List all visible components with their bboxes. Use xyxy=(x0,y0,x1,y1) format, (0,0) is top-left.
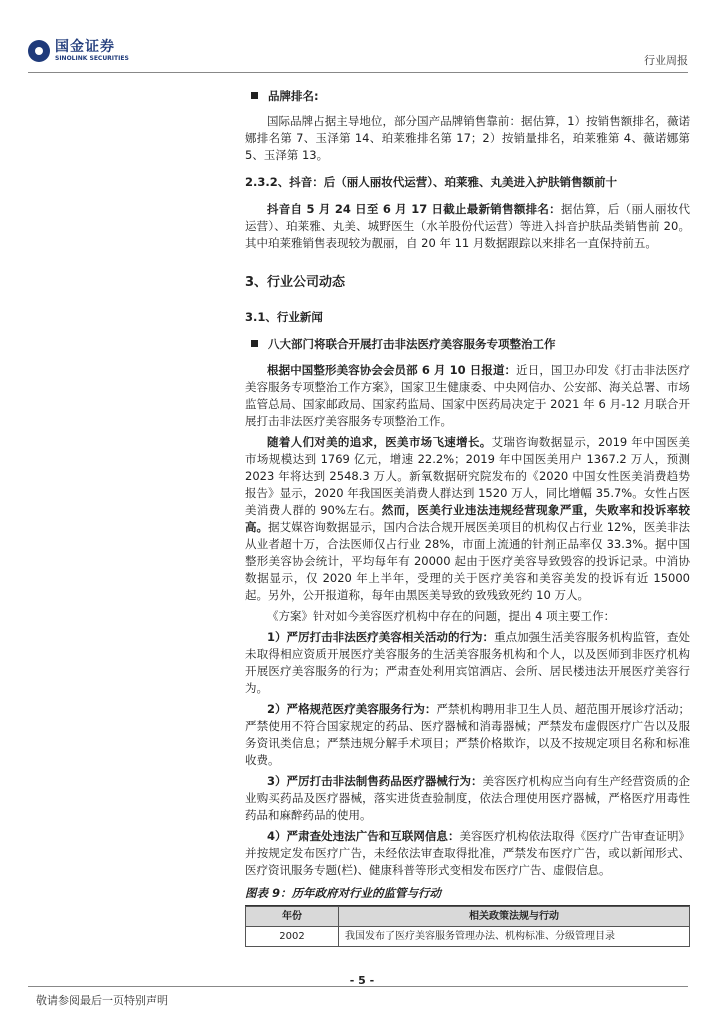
news-paragraph-1: 根据中国整形美容协会会员部 6 月 10 日报道：近日，国卫办印发《打击非法医疗美容服务专项整治工作方案》，国家卫生健康委、中央网信办、公安部、海关总署、市场监管总局、国家邮政局、国家药监局、国家中医药局决定于 2021 年 6 月-12 月联合开展打击非法医疗美容服务专项整治工作。 xyxy=(245,363,690,428)
table-row xyxy=(246,927,690,947)
plan-intro: 《方案》针对如今美容医疗机构中存在的问题，提出 4 项主要工作： xyxy=(267,609,616,623)
table-caption: 图表 9：历年政府对行业的监管与行动 xyxy=(245,885,690,906)
table-cell-year: 2002 xyxy=(246,927,339,947)
douyin-heading: 2.3.2、抖音：后（丽人丽妆代运营）、珀莱雅、丸美进入护肤销售额前十 xyxy=(245,175,617,189)
policy-table xyxy=(245,906,690,947)
logo-cn-text: 国金证券 xyxy=(55,39,115,55)
disclaimer-note: 敬请参阅最后一页特别声明 xyxy=(36,994,168,1007)
subsection-title: 3.1、行业新闻 xyxy=(245,310,323,324)
square-bullet-icon xyxy=(251,340,258,347)
brand-paragraph: 国际品牌占据主导地位，部分国产品牌销售靠前：据估算，1）按销售额排名，薇诺娜排名第 7、玉泽第 14、珀莱雅排名第 17；2）按销量排名，珀莱雅第 4、薇诺娜第 5、玉泽第 13。 xyxy=(245,114,690,162)
logo-en-text: SINOLINK SECURITIES xyxy=(55,55,129,62)
company-logo xyxy=(28,40,129,62)
header-divider xyxy=(28,72,688,73)
page-number: - 5 - xyxy=(349,974,375,987)
column-header-year: 年份 xyxy=(246,907,339,927)
news-bullet: 八大部门将联合开展打击非法医疗美容服务专项整治工作 xyxy=(245,336,690,353)
main-content xyxy=(245,88,690,947)
work-item-4: 4）严肃查处违法广告和互联网信息：美容医疗机构依法取得《医疗广告审查证明》并按规定发布医疗广告，未经依法审查取得批准，严禁发布医疗广告，或以新闻形式、医疗资讯服务专题(栏)、健康科普等形式变相发布医疗广告、虚假信息。 xyxy=(245,829,691,877)
douyin-paragraph: 抖音自 5 月 24 日至 6 月 17 日截止最新销售额排名：据估算，后（丽人丽妆代运营）、珀莱雅、丸美、城野医生（水羊股份代运营）等进入抖音护肤品类销售前 20。其中珀莱雅销售表现较为靓丽，自 20 年 11 月数据跟踪以来排名一直保持前五。 xyxy=(245,202,690,250)
work-item-2: 2）严格规范医疗美容服务行为：严禁机构聘用非卫生人员、超范围开展诊疗活动；严禁使用不符合国家规定的药品、医疗器械和消毒器械；严禁发布虚假医疗广告以及服务资讯类信息；严禁违规分解手术项目；严禁价格欺诈，以及不按规定项目名称和标准收费。 xyxy=(245,702,691,767)
brand-heading: 品牌排名: xyxy=(245,88,690,105)
work-item-3: 3）严厉打击非法制售药品医疗器械行为：美容医疗机构应当向有生产经营资质的企业购买药品及医疗器械，落实进货查验制度，依法合理使用医疗器械，严格医疗用毒性药品和麻醉药品的使用。 xyxy=(245,774,691,822)
section-title: 3、行业公司动态 xyxy=(245,275,346,290)
work-item-1: 1）严厉打击非法医疗美容相关活动的行为：重点加强生活美容服务机构监管，查处未取得相应资质开展医疗美容服务的生活美容服务机构和个人，以及医师到非医疗机构开展医疗美容服务的行为；严肃查处利用宾馆酒店、会所、居民楼违法开展医疗美容行为。 xyxy=(245,630,691,695)
logo-icon xyxy=(28,40,50,62)
square-bullet-icon xyxy=(251,92,258,99)
table-cell-policy: 我国发布了医疗美容服务管理办法、机构标准、分级管理目录 xyxy=(339,927,690,947)
footer-divider xyxy=(28,986,688,987)
column-header-policy: 相关政策法规与行动 xyxy=(339,907,690,927)
page-header xyxy=(0,0,724,76)
news-paragraph-2: 随着人们对美的追求，医美市场飞速增长。艾瑞咨询数据显示，2019 年中国医美市场规模达到 1769 亿元，增速 22.2%；2019 年中国医美用户 1367.2 万人，预测 2023 年将达到 2548.3 万人。新氧数据研究院发布的《2020 中国女性医美消费趋势报告》显示，2020 年我国医美消费人群达到 1520 万人，同比增幅 35.7%。女性占医美消费人群的 90%左右。然而，医美行业违法违规经营现象严重，失败率和投诉率较高。据艾媒咨询数据显示，国内合法合规开展医美项目的机构仅占行业 12%，医美非法从业者超十万，合法医师仅占行业 28%，市面上流通的针剂正品率仅 33.3%。据中国整形美容协会统计，平均每年有 20000 起由于医疗美容导致毁容的投诉记录。中消协数据显示，仅 2020 年上半年，受理的关于医疗美容和美容美发的投诉有近 15000 起。另外，公开报道称，每年由黑医美导致的致残致死约 10 万人。 xyxy=(245,435,691,602)
report-type: 行业周报 xyxy=(644,54,688,67)
